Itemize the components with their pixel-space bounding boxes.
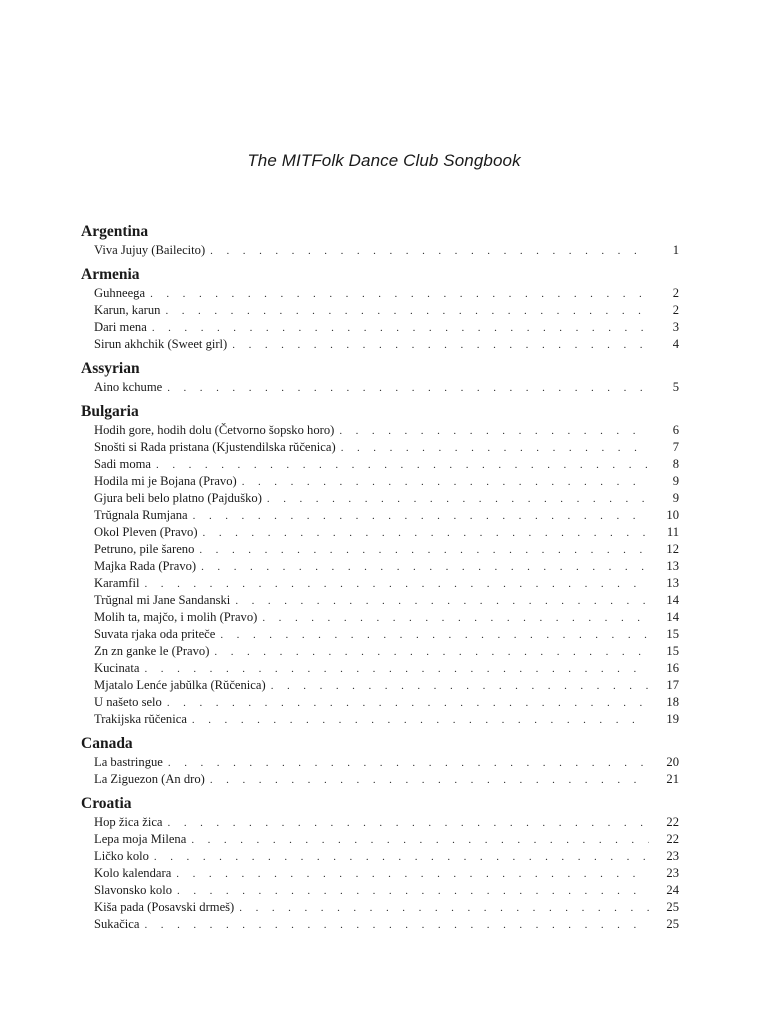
toc-entry[interactable] — [81, 302, 679, 319]
entry-page-number: 14 — [666, 610, 679, 624]
dot-leader — [262, 610, 649, 627]
entry-page-number: 18 — [666, 695, 679, 709]
entry-title: Trakijska rŭčenica — [94, 712, 187, 726]
entry-list — [81, 242, 679, 259]
entry-title: Viva Jujuy (Bailecito) — [94, 243, 206, 257]
dot-leader — [201, 559, 649, 576]
entry-title: Petruno, pile šareno — [94, 542, 195, 556]
toc-entry[interactable] — [81, 609, 679, 626]
toc-entry[interactable] — [81, 422, 679, 439]
entry-list — [81, 379, 679, 396]
dot-leader — [242, 474, 649, 491]
toc-entry[interactable] — [81, 882, 679, 899]
toc-entry[interactable] — [81, 592, 679, 609]
dot-leader — [271, 678, 649, 695]
dot-leader — [267, 491, 649, 508]
entry-page-number: 16 — [666, 661, 679, 675]
toc-entry[interactable] — [81, 916, 679, 933]
dot-leader — [144, 576, 649, 593]
dot-leader — [214, 644, 649, 661]
entry-page-number: 9 — [672, 474, 679, 488]
entry-page-number: 4 — [672, 337, 679, 351]
entry-page-number: 2 — [672, 303, 679, 317]
entry-page-number: 25 — [666, 900, 679, 914]
entry-title: Kucinata — [94, 661, 140, 675]
entry-page-number: 3 — [672, 320, 679, 334]
toc-entry[interactable] — [81, 558, 679, 575]
entry-title: Hop žica žica — [94, 815, 163, 829]
table-of-contents — [81, 222, 679, 933]
entry-title: Trŭgnala Rumjana — [94, 508, 188, 522]
entry-page-number: 2 — [672, 286, 679, 300]
dot-leader — [232, 337, 649, 354]
toc-entry[interactable] — [81, 771, 679, 788]
dot-leader — [210, 243, 649, 260]
toc-entry[interactable] — [81, 754, 679, 771]
toc-entry[interactable] — [81, 677, 679, 694]
dot-leader — [220, 627, 649, 644]
entry-title: Sirun akhchik (Sweet girl) — [94, 337, 228, 351]
toc-entry[interactable] — [81, 694, 679, 711]
toc-entry[interactable] — [81, 336, 679, 353]
dot-leader — [144, 917, 649, 934]
entry-title: Sukačica — [94, 917, 140, 931]
dot-leader — [203, 525, 649, 542]
dot-leader — [199, 542, 649, 559]
entry-page-number: 9 — [672, 491, 679, 505]
entry-title: La Ziguezon (An dro) — [94, 772, 205, 786]
toc-entry[interactable] — [81, 899, 679, 916]
dot-leader — [191, 832, 649, 849]
entry-title: U našeto selo — [94, 695, 162, 709]
entry-page-number: 17 — [666, 678, 679, 692]
entry-title: Aino kchume — [94, 380, 163, 394]
entry-page-number: 13 — [666, 576, 679, 590]
entry-title: Suvata rjaka oda priteče — [94, 627, 216, 641]
entry-title: Slavonsko kolo — [94, 883, 173, 897]
entry-page-number: 5 — [672, 380, 679, 394]
dot-leader — [167, 380, 649, 397]
entry-list — [81, 422, 679, 728]
entry-title: Guhneega — [94, 286, 146, 300]
dot-leader — [154, 849, 649, 866]
entry-page-number: 19 — [666, 712, 679, 726]
toc-section — [81, 794, 679, 933]
entry-title: Sadi moma — [94, 457, 152, 471]
entry-page-number: 24 — [666, 883, 679, 897]
entry-list — [81, 285, 679, 353]
entry-page-number: 20 — [666, 755, 679, 769]
entry-page-number: 13 — [666, 559, 679, 573]
dot-leader — [210, 772, 649, 789]
toc-entry[interactable] — [81, 711, 679, 728]
toc-entry[interactable] — [81, 643, 679, 660]
section-heading: Armenia — [81, 266, 140, 283]
entry-page-number: 7 — [672, 440, 679, 454]
section-heading: Bulgaria — [81, 403, 139, 420]
entry-page-number: 22 — [666, 832, 679, 846]
entry-title: Dari mena — [94, 320, 147, 334]
entry-title: Mjatalo Lenće jabŭlka (Rŭčenica) — [94, 678, 266, 692]
toc-entry[interactable] — [81, 507, 679, 524]
section-heading: Argentina — [81, 223, 149, 240]
entry-page-number: 22 — [666, 815, 679, 829]
toc-entry[interactable] — [81, 319, 679, 336]
entry-title: Snošti si Rada pristana (Kjustendilska rŭčenica) — [94, 440, 336, 454]
toc-entry[interactable] — [81, 490, 679, 507]
toc-entry[interactable] — [81, 814, 679, 831]
dot-leader — [156, 457, 649, 474]
entry-title: Majka Rada (Pravo) — [94, 559, 197, 573]
toc-entry[interactable] — [81, 831, 679, 848]
toc-section — [81, 402, 679, 728]
entry-title: Ličko kolo — [94, 849, 149, 863]
toc-entry[interactable] — [81, 439, 679, 456]
dot-leader — [144, 661, 649, 678]
dot-leader — [177, 883, 649, 900]
dot-leader — [168, 755, 649, 772]
entry-page-number: 15 — [666, 627, 679, 641]
entry-title: Trŭgnal mi Jane Sandanski — [94, 593, 231, 607]
dot-leader — [192, 712, 649, 729]
dot-leader — [339, 423, 649, 440]
dot-leader — [239, 900, 649, 917]
entry-title: Karamfil — [94, 576, 140, 590]
entry-title: Molih ta, majčo, i molih (Pravo) — [94, 610, 258, 624]
toc-entry[interactable] — [81, 626, 679, 643]
entry-page-number: 12 — [666, 542, 679, 556]
entry-page-number: 25 — [666, 917, 679, 931]
dot-leader — [193, 508, 649, 525]
entry-title: Gjura beli belo platno (Pajduško) — [94, 491, 262, 505]
entry-title: Kiša pada (Posavski drmeš) — [94, 900, 235, 914]
toc-section — [81, 222, 679, 259]
dot-leader — [235, 593, 649, 610]
dot-leader — [165, 303, 649, 320]
dot-leader — [150, 286, 649, 303]
entry-title: Kolo kalendara — [94, 866, 172, 880]
entry-page-number: 6 — [672, 423, 679, 437]
dot-leader — [176, 866, 649, 883]
entry-title: La bastringue — [94, 755, 163, 769]
entry-title: Karun, karun — [94, 303, 161, 317]
toc-section — [81, 359, 679, 396]
entry-page-number: 23 — [666, 866, 679, 880]
toc-entry[interactable] — [81, 524, 679, 541]
section-heading: Canada — [81, 735, 133, 752]
toc-entry[interactable] — [81, 848, 679, 865]
entry-title: Zn zn ganke le (Pravo) — [94, 644, 210, 658]
entry-page-number: 15 — [666, 644, 679, 658]
entry-title: Okol Pleven (Pravo) — [94, 525, 198, 539]
toc-entry[interactable] — [81, 865, 679, 882]
dot-leader — [167, 695, 649, 712]
entry-page-number: 14 — [666, 593, 679, 607]
toc-entry[interactable] — [81, 285, 679, 302]
toc-entry[interactable] — [81, 575, 679, 592]
toc-entry[interactable] — [81, 242, 679, 259]
toc-section — [81, 734, 679, 788]
entry-page-number: 11 — [666, 525, 679, 539]
dot-leader — [168, 815, 649, 832]
dot-leader — [341, 440, 649, 457]
entry-title: Lepa moja Milena — [94, 832, 187, 846]
entry-page-number: 10 — [666, 508, 679, 522]
document-title: The MITFolk Dance Club Songbook — [247, 151, 521, 170]
toc-section — [81, 265, 679, 353]
entry-page-number: 23 — [666, 849, 679, 863]
entry-page-number: 21 — [666, 772, 679, 786]
entry-title: Hodila mi je Bojana (Pravo) — [94, 474, 237, 488]
entry-page-number: 1 — [672, 243, 679, 257]
section-heading: Croatia — [81, 795, 132, 812]
toc-entry[interactable] — [81, 660, 679, 677]
toc-entry[interactable] — [81, 473, 679, 490]
section-heading: Assyrian — [81, 360, 140, 377]
entry-title: Hodih gore, hodih dolu (Četvorno šopsko horo) — [94, 423, 335, 437]
dot-leader — [152, 320, 649, 337]
toc-entry[interactable] — [81, 456, 679, 473]
entry-list — [81, 754, 679, 788]
toc-entry[interactable] — [81, 541, 679, 558]
entry-page-number: 8 — [672, 457, 679, 471]
toc-entry[interactable] — [81, 379, 679, 396]
entry-list — [81, 814, 679, 933]
